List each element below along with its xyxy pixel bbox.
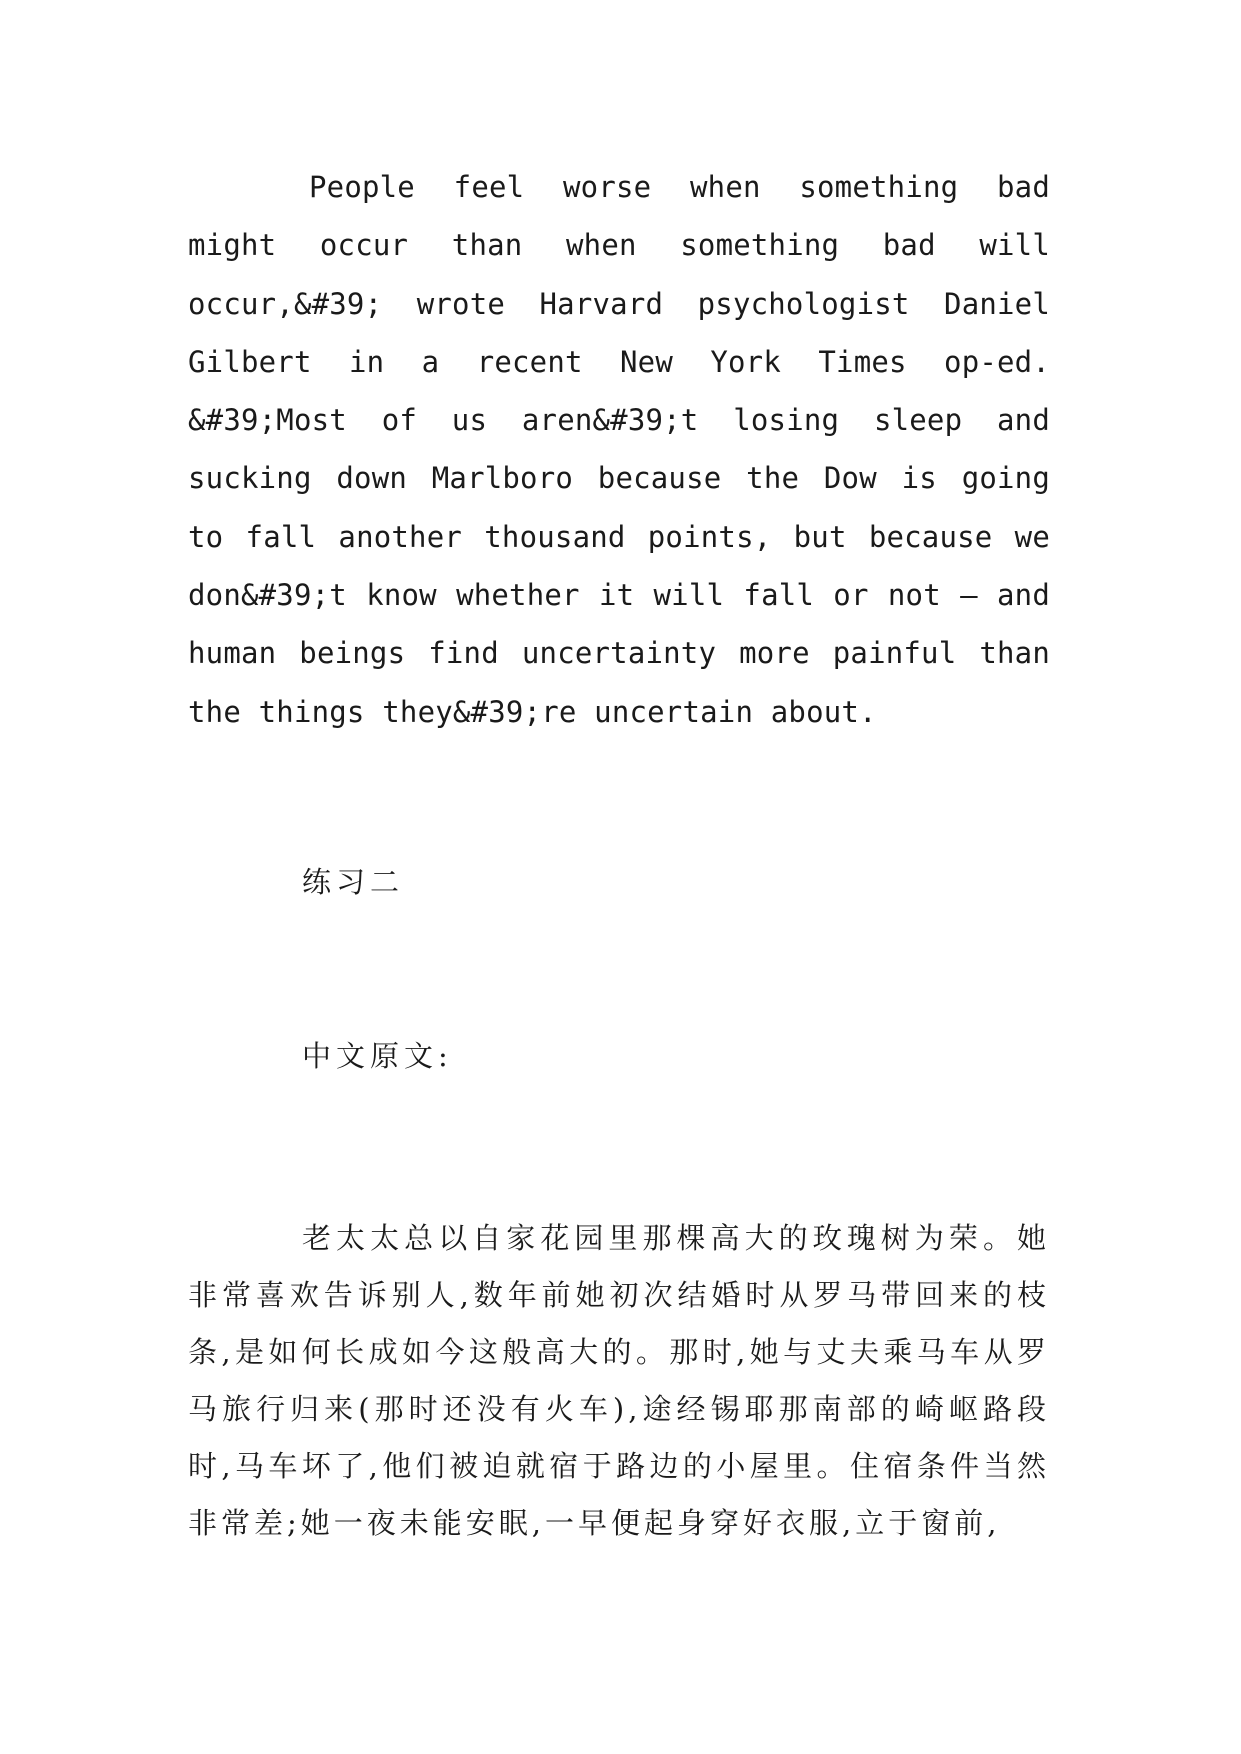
english-paragraph: People feel worse when something bad might occur than when something bad will occur,&#39; wrote Harvard psychologist Daniel Gilbert in a recent New York Times op-ed. &#39;Most of us aren&#39;t losing sleep and sucking down Marlboro because the Dow is going to fall another thousand points, but because we don&#39;t know whether it will fall or not — and human beings find uncertainty more painful than the things they&#39;re uncertain about.	[188, 170, 1050, 729]
chinese-paragraph: 老太太总以自家花园里那棵高大的玫瑰树为荣。她非常喜欢告诉别人,数年前她初次结婚时从罗马带回来的枝条,是如何长成如今这般高大的。那时,她与丈夫乘马车从罗马旅行归来(那时还没有火车),途经锡耶那南部的崎岖路段时,马车坏了,他们被迫就宿于路边的小屋里。住宿条件当然非常差;她一夜未能安眠,一早便起身穿好衣服,立于窗前,	[188, 1221, 1050, 1540]
exercise-heading: 练习二	[302, 865, 405, 899]
original-text-heading: 中文原文:	[302, 1039, 453, 1073]
